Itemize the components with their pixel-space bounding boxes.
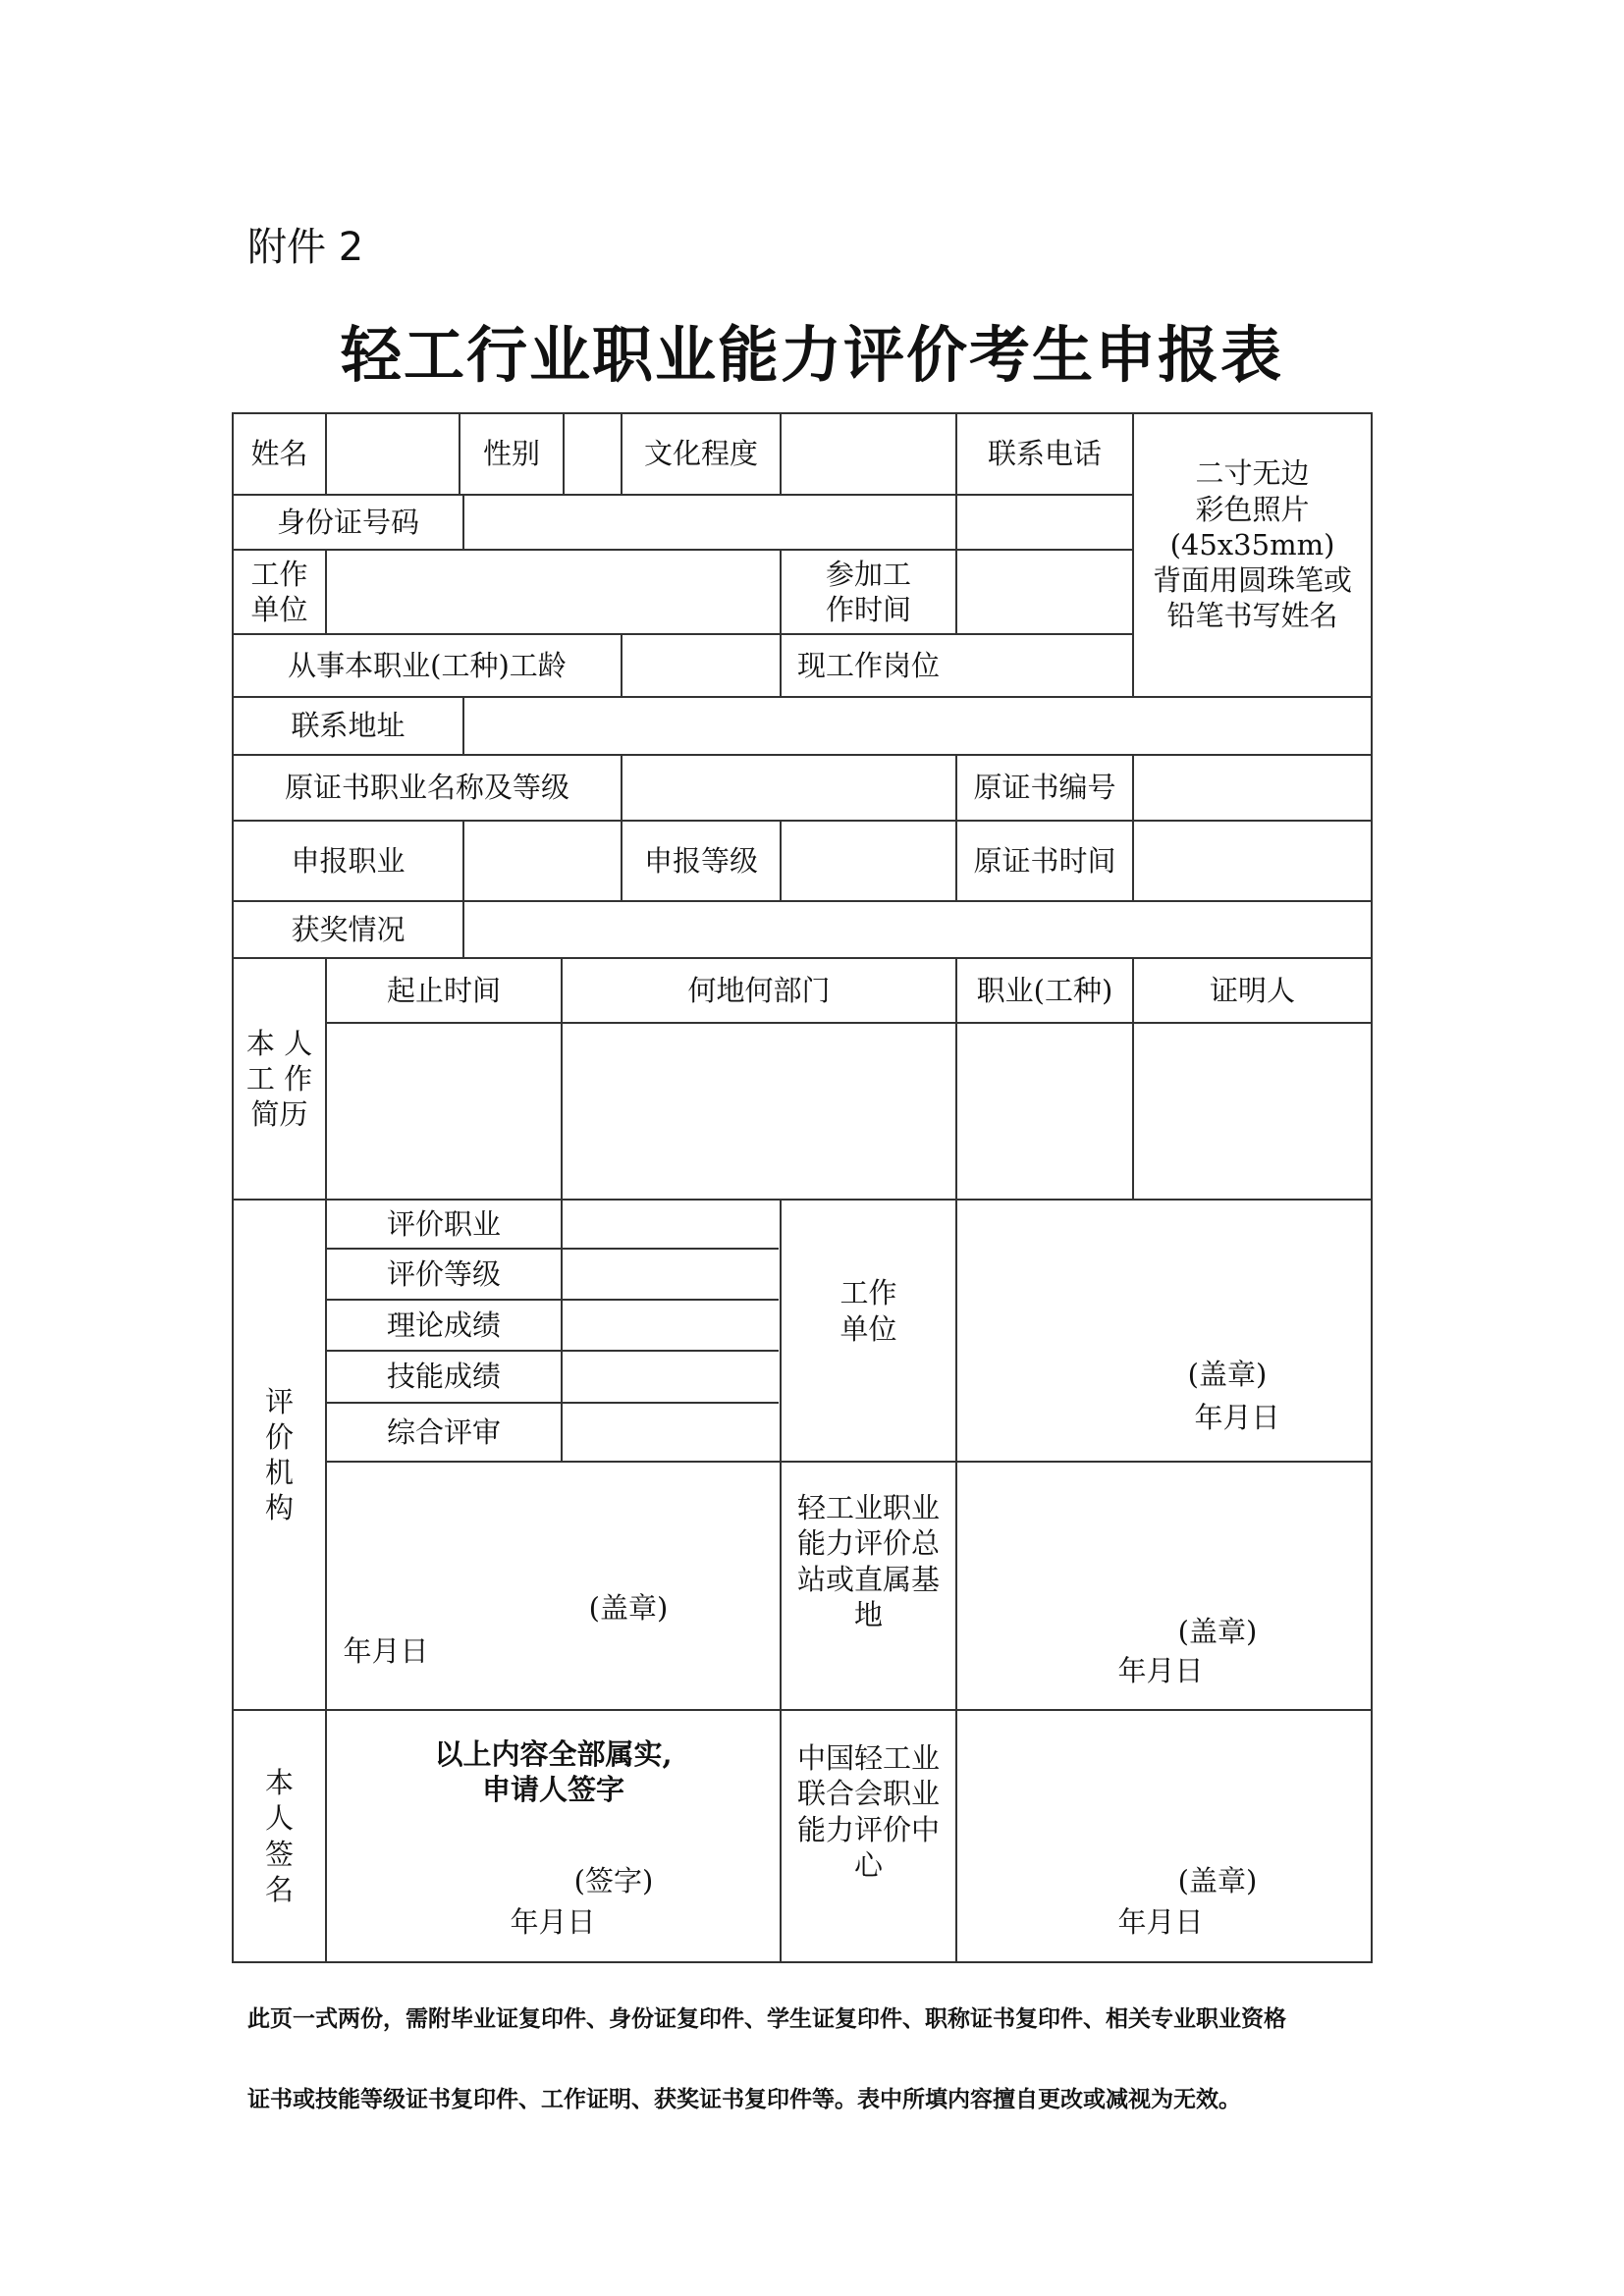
photo-line: 铅笔书写姓名	[1166, 599, 1338, 633]
eval-work-unit-label	[782, 1201, 955, 1461]
work-unit-field[interactable]	[327, 551, 780, 633]
name-label: 姓名	[250, 437, 308, 471]
eval-overall-label: 综合评审	[386, 1415, 501, 1449]
orig-cert-no-label: 原证书编号	[973, 771, 1116, 805]
resume-period-field[interactable]	[327, 1024, 561, 1199]
center-line: 联合会职业	[796, 1777, 940, 1811]
orig-cert-name-label: 原证书职业名称及等级	[284, 771, 569, 805]
photo-line: 背面用圆珠笔或	[1152, 563, 1352, 598]
table-border-right	[1371, 412, 1373, 1963]
table-border-bottom	[232, 1961, 1373, 1963]
education-field[interactable]	[782, 414, 955, 494]
evaluation-label-line: 构	[264, 1491, 294, 1525]
center-line: 能力评价中	[796, 1812, 940, 1846]
evaluation-label-line: 机	[264, 1456, 294, 1489]
apply-level-label: 申报等级	[643, 843, 758, 878]
eval-org-date: 年月日	[343, 1633, 429, 1668]
resume-col-place: 何地何部门	[687, 973, 831, 1007]
eval-skill-field[interactable]	[563, 1352, 780, 1402]
station-line: 能力评价总	[796, 1526, 940, 1561]
signature-label-line: 本	[264, 1766, 294, 1799]
signature-label-line: 签	[264, 1837, 294, 1871]
phone-label: 联系电话	[987, 437, 1102, 471]
orig-cert-time-label: 原证书时间	[973, 843, 1116, 878]
station-label	[782, 1463, 955, 1709]
orig-cert-name-field[interactable]	[623, 756, 955, 820]
phone-field[interactable]	[957, 496, 1132, 549]
form-title: 轻工行业职业能力评价考生申报表	[340, 319, 1283, 391]
eval-level-field[interactable]	[563, 1250, 780, 1299]
work-unit-label-line: 单位	[250, 593, 308, 626]
eval-work-unit-line: 工作	[839, 1276, 897, 1310]
eval-occupation-field[interactable]	[563, 1201, 780, 1248]
station-line: 轻工业职业	[796, 1491, 940, 1524]
education-label: 文化程度	[643, 437, 758, 471]
orig-cert-time-field[interactable]	[1134, 822, 1371, 900]
signature-label-line: 名	[264, 1872, 294, 1906]
awards-label: 获奖情况	[291, 912, 406, 946]
sign-marker: (签字)	[573, 1863, 654, 1897]
resume-label-line: 本 人	[245, 1026, 313, 1060]
statement-line: 以上内容全部属实,	[434, 1736, 673, 1771]
join-time-label-line: 参加工	[825, 557, 911, 591]
station-seal: (盖章)	[1177, 1614, 1258, 1648]
signature-date: 年月日	[510, 1904, 596, 1939]
station-line: 地	[853, 1597, 883, 1631]
eval-overall-field[interactable]	[563, 1404, 780, 1461]
current-post-field[interactable]	[957, 635, 1132, 696]
eval-level-label: 评价等级	[386, 1256, 501, 1291]
id-number-label: 身份证号码	[276, 505, 419, 539]
center-date: 年月日	[1117, 1904, 1204, 1939]
apply-occupation-label: 申报职业	[291, 843, 406, 878]
signature-label	[234, 1711, 325, 1961]
resume-label-line: 工 作	[245, 1061, 313, 1095]
photo-line: 彩色照片	[1195, 492, 1310, 526]
current-post-label: 现工作岗位	[796, 648, 940, 682]
center-line: 中国轻工业	[796, 1741, 940, 1775]
footnote-line: 此页一式两份，需附毕业证复印件、身份证复印件、学生证复印件、职称证书复印件、相关专业职业资格	[247, 2006, 1286, 2032]
photo-line: 二寸无边	[1195, 456, 1310, 491]
resume-label	[234, 959, 325, 1199]
eval-work-unit-date: 年月日	[1194, 1400, 1280, 1434]
footnote-line: 证书或技能等级证书复印件、工作证明、获奖证书复印件等。表中所填内容擅自更改或减视为无效。	[247, 2087, 1241, 2112]
center-line: 心	[853, 1847, 883, 1882]
join-time-label	[782, 551, 955, 633]
eval-theory-field[interactable]	[563, 1301, 780, 1350]
awards-field[interactable]	[464, 902, 1371, 957]
photo-box[interactable]	[1134, 432, 1371, 658]
join-time-label-line: 作时间	[825, 593, 911, 626]
attachment-label: 附件 2	[247, 225, 364, 270]
eval-work-unit-line: 单位	[839, 1311, 897, 1346]
eval-org-sign-area[interactable]	[327, 1463, 780, 1709]
evaluation-label	[234, 1201, 325, 1709]
apply-level-field[interactable]	[782, 822, 955, 900]
address-label: 联系地址	[291, 709, 406, 743]
eval-theory-label: 理论成绩	[386, 1308, 501, 1342]
resume-col-period: 起止时间	[386, 973, 501, 1007]
statement-text	[327, 1728, 780, 1816]
join-time-field[interactable]	[957, 551, 1132, 633]
eval-org-seal: (盖章)	[588, 1590, 669, 1625]
resume-place-field[interactable]	[563, 1024, 955, 1199]
station-date: 年月日	[1117, 1653, 1204, 1687]
signature-label-line: 人	[264, 1801, 294, 1836]
center-seal: (盖章)	[1177, 1863, 1258, 1897]
eval-occupation-label: 评价职业	[386, 1206, 501, 1241]
center-label	[782, 1711, 955, 1961]
gender-field[interactable]	[565, 414, 621, 494]
id-number-field[interactable]	[464, 496, 955, 549]
photo-line: (45x35mm)	[1169, 527, 1335, 561]
address-field[interactable]	[464, 698, 1371, 754]
resume-col-witness: 证明人	[1209, 973, 1295, 1007]
resume-occupation-field[interactable]	[957, 1024, 1132, 1199]
orig-cert-no-field[interactable]	[1134, 756, 1371, 820]
resume-witness-field[interactable]	[1134, 1024, 1371, 1199]
seniority-field[interactable]	[623, 635, 780, 696]
station-line: 站或直属基	[796, 1562, 940, 1596]
name-field[interactable]	[327, 414, 459, 494]
statement-line: 申请人签字	[481, 1773, 624, 1806]
work-unit-label	[234, 551, 325, 633]
apply-occupation-field[interactable]	[464, 822, 621, 900]
resume-label-line: 简历	[250, 1097, 308, 1132]
eval-work-unit-seal: (盖章)	[1187, 1357, 1268, 1391]
work-unit-label-line: 工作	[250, 557, 308, 591]
seniority-label: 从事本职业(工种)工龄	[288, 648, 567, 682]
eval-skill-label: 技能成绩	[386, 1360, 501, 1394]
resume-col-occupation: 职业(工种)	[976, 973, 1113, 1007]
evaluation-label-line: 价	[264, 1419, 294, 1454]
gender-label: 性别	[482, 437, 540, 471]
evaluation-label-line: 评	[264, 1384, 294, 1418]
